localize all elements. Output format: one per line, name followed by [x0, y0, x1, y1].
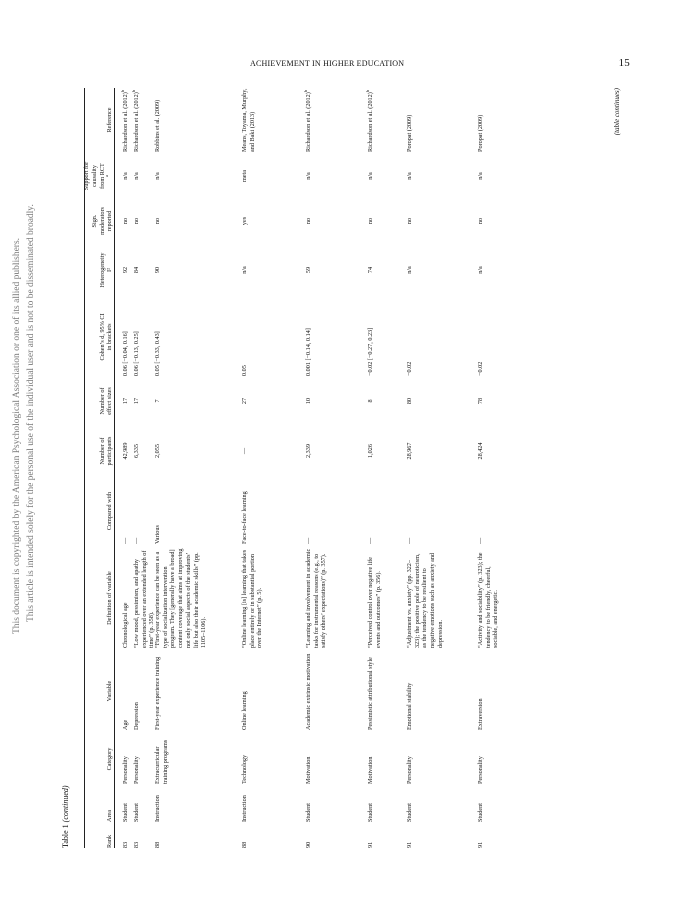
cell-area: Student	[406, 803, 413, 822]
cell-effects: 78	[477, 397, 484, 405]
cell-participants: 42,989	[122, 442, 129, 460]
col-header-participants: Number of participants	[98, 436, 114, 466]
cell-definition: “Learning and involvement in academic tasks for instrumental reasons (e.g., to satisfy others’ expectations)” (p. 357).	[305, 548, 328, 648]
table-top-rule	[84, 88, 85, 848]
cell-category: Motivation	[305, 756, 312, 784]
cell-participants: —	[241, 447, 248, 455]
watermark-line-1: This document is copyrighted by the American Psychological Association or one of its allied publishers.	[12, 237, 22, 634]
cell-cohen: 0.06 [−0.13, 0.25]	[133, 331, 140, 376]
cell-hetero: n/a	[477, 266, 484, 274]
reference-footnote-mark: b	[119, 89, 125, 93]
cell-effects: 17	[122, 397, 129, 405]
cell-variable: First-year experience training	[154, 656, 161, 730]
cell-area: Student	[477, 803, 484, 822]
cell-category: Personality	[406, 756, 413, 784]
table-header-rule	[114, 88, 115, 848]
cell-category: Personality	[477, 756, 484, 784]
cell-variable: Age	[122, 719, 129, 730]
cell-effects: 8	[367, 399, 374, 403]
cell-hetero: n/a	[241, 266, 248, 274]
cell-sign: no	[367, 217, 374, 225]
table-label: Table 1	[61, 824, 70, 848]
cell-participants: 2,339	[305, 444, 312, 458]
cell-sign: no	[133, 217, 140, 225]
cell-participants: 28,967	[406, 442, 413, 460]
col-header-category: Category	[106, 747, 114, 771]
col-header-compared: Compared with	[106, 491, 114, 531]
cell-compared: Various	[154, 525, 161, 544]
cell-hetero: n/a	[406, 266, 413, 274]
cell-definition: “Activity and sociability” (p. 323); the tendency to be friendly, cheerful, sociable, and energetic.	[477, 552, 500, 648]
cell-reference: Means, Toyama, Murphy, and Baki (2013)	[241, 88, 256, 152]
reference-footnote-mark: b	[130, 89, 136, 93]
cell-reference: Poropat (2009)	[406, 114, 413, 152]
cell-compared: —	[305, 537, 312, 544]
running-head-title: ACHIEVEMENT IN HIGHER EDUCATION	[250, 59, 405, 68]
cell-support: meta	[241, 169, 248, 183]
cell-area: Instruction	[241, 795, 248, 822]
cell-cohen: 0.06 [−0.04, 0.16]	[122, 331, 129, 376]
cell-rank: 91	[406, 841, 413, 848]
cell-reference: Robbins et al. (2009)	[154, 99, 161, 152]
cell-definition: Chronological age	[122, 602, 129, 648]
col-header-causality: Support for causality from RCT $^a$	[83, 161, 110, 191]
cell-effects: 27	[241, 397, 248, 405]
reference-footnote-mark: b	[364, 89, 370, 93]
table-caption	[62, 785, 70, 848]
cell-rank: 83	[122, 841, 129, 848]
cell-area: Student	[122, 803, 129, 822]
cell-area: Student	[367, 803, 374, 822]
cell-category: Motivation	[367, 756, 374, 784]
cell-hetero: 84	[133, 266, 140, 274]
cell-area: Instruction	[154, 795, 161, 822]
cell-category: Extracurricular training programs	[154, 739, 169, 784]
col-header-variable: Variable	[106, 680, 114, 702]
cell-cohen: −0.02	[477, 361, 484, 376]
cell-compared: —	[133, 537, 140, 544]
cell-compared: —	[367, 537, 374, 544]
cell-variable: Emotional stability	[406, 682, 413, 730]
cell-area: Student	[133, 803, 140, 822]
cell-effects: 80	[406, 397, 413, 405]
cell-hetero: 59	[305, 266, 312, 274]
cell-reference: Richardson et al. $(2012)^b$	[130, 89, 140, 152]
cell-support: n/a	[154, 172, 161, 180]
table-continued-note: (continued)	[61, 785, 70, 823]
cell-category: Technology	[241, 754, 248, 784]
cell-category: Personality	[133, 756, 140, 784]
cell-cohen: −0.02 [−0.27, 0.23]	[367, 327, 374, 376]
cell-support: n/a	[406, 172, 413, 180]
col-header-reference: Reference	[106, 107, 114, 133]
col-header-rank: Rank	[106, 834, 114, 848]
cell-cohen: −0.02	[406, 361, 413, 376]
cell-cohen: 0.001 [−0.14, 0.14]	[305, 328, 312, 376]
cell-rank: 88	[241, 841, 248, 848]
cell-cohen: 0.05 [−0.33, 0.43]	[154, 331, 161, 376]
cell-rank: 91	[477, 841, 484, 848]
cell-variable: Extraversion	[477, 698, 484, 730]
cell-participants: 6,335	[133, 444, 140, 458]
cell-reference: Poropat (2009)	[477, 114, 484, 152]
cell-support: n/a	[133, 172, 140, 180]
cell-sign: no	[305, 217, 312, 225]
col-header-definition: Definition of variable	[106, 571, 114, 625]
cell-hetero: 74	[367, 266, 374, 274]
cell-compared: —	[122, 537, 129, 544]
cell-rank: 90	[305, 841, 312, 848]
col-header-effect-sizes: Number of effect sizes	[98, 387, 114, 415]
col-header-cohen: Cohen’s d, 95% CI in brackets	[98, 313, 114, 361]
cell-variable: Pessimistic attributional style	[367, 657, 374, 730]
cell-rank: 91	[367, 841, 374, 848]
cell-participants: 28,424	[477, 442, 484, 460]
cell-variable: Academic extrinsic motivation	[305, 653, 312, 730]
reference-footnote-mark: b	[302, 89, 308, 93]
cell-compared: —	[477, 537, 484, 544]
cell-support: n/a	[477, 172, 484, 180]
cell-support: n/a	[122, 172, 129, 180]
cell-sign: no	[154, 217, 161, 225]
cell-participants: 1,026	[367, 444, 374, 458]
cell-support: n/a	[367, 172, 374, 180]
watermark-line-2: This article is intended solely for the personal use of the individual user and is not to be disseminated broadly.	[26, 204, 36, 622]
cell-sign: no	[406, 217, 413, 225]
cell-compared: Face-to-face learning	[241, 491, 248, 544]
cell-category: Personality	[122, 756, 129, 784]
cell-area: Student	[305, 803, 312, 822]
cell-definition: “Online learning [is] learning that takes place entirely or in substantial portion over the Internet” (p. 5).	[241, 549, 264, 648]
cell-effects: 17	[133, 397, 140, 405]
cell-variable: Depression	[133, 702, 140, 730]
cell-rank: 83	[133, 841, 140, 848]
cell-sign: no	[477, 217, 484, 225]
cell-definition: “Low mood, pessimism, and apathy experienced over an extended length of time” (p. 358).	[133, 550, 156, 648]
cell-definition: “First-year experience can be seen as a type of socialization intervention program. They [generally have a broad] content coverage that aims at improving not only social aspects of the students’ life but also their academic skills” (pp. 1105–1106).	[154, 548, 208, 648]
cell-sign: no	[122, 217, 129, 225]
cell-hetero: 92	[122, 266, 129, 274]
page-number: 15	[618, 57, 630, 69]
cell-reference: Richardson et al. $(2012)^b$	[364, 89, 374, 152]
cell-variable: Online learning	[241, 691, 248, 730]
table-continues-note: (table continues)	[613, 88, 621, 136]
cell-hetero: 90	[154, 266, 161, 274]
col-header-moderators: Sign. moderators reported	[90, 207, 114, 235]
cell-sign: yes	[241, 216, 248, 226]
cell-rank: 88	[154, 841, 161, 848]
cell-effects: 10	[305, 397, 312, 405]
rotated-table	[62, 88, 622, 848]
cell-participants: 2,055	[154, 444, 161, 458]
cell-reference: Richardson et al. $(2012)^b$	[119, 89, 129, 152]
cell-reference: Richardson et al. $(2012)^b$	[302, 89, 312, 152]
col-header-area: Area	[106, 809, 114, 822]
cell-definition: “Adjustment vs. anxiety” (pp. 322–323); the positive pole of neuroticism, as the tendency to be resilient to negative emotions such as anxiety and depression.	[406, 552, 444, 648]
col-header-heterogeneity: Heterogeneity I²	[98, 252, 114, 288]
cell-compared: —	[406, 537, 413, 544]
cell-effects: 7	[154, 399, 161, 403]
cell-cohen: 0.05	[241, 365, 248, 376]
cell-support: n/a	[305, 172, 312, 180]
cell-definition: “Perceived control over negative life events and outcomes” (p. 356).	[367, 556, 382, 648]
